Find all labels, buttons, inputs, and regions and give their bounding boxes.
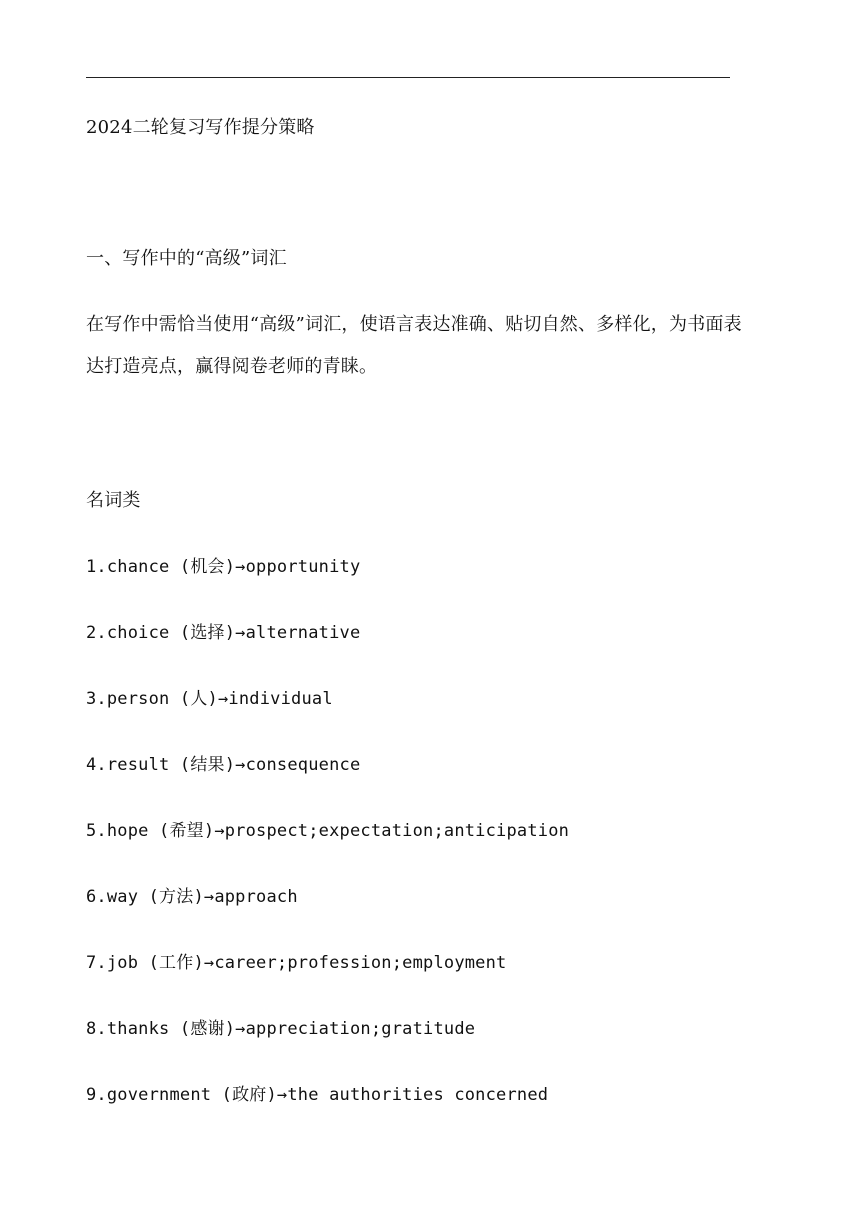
category-label: 名词类 [86, 490, 141, 511]
intro-paragraph: 在写作中需恰当使用“高级”词汇，使语言表达准确、贴切自然、多样化，为书面表达打造亮点，赢得阅卷老师的青睐。 [86, 314, 742, 377]
vocab-item: 6.way (方法)→approach [86, 887, 298, 907]
vocab-item: 5.hope (希望)→prospect;expectation;anticipation [86, 821, 570, 841]
section-heading: 一、写作中的“高级”词汇 [86, 248, 287, 269]
vocab-item: 9.government (政府)→the authorities concerned [86, 1085, 549, 1105]
header-rule [86, 77, 730, 78]
vocab-item: 4.result (结果)→consequence [86, 755, 361, 775]
vocab-item: 7.job (工作)→career;profession;employment [86, 953, 507, 973]
vocab-item: 2.choice (选择)→alternative [86, 623, 361, 643]
document-title: 2024二轮复习写作提分策略 [86, 117, 315, 138]
vocab-item: 8.thanks (感谢)→appreciation;gratitude [86, 1019, 476, 1039]
vocab-item: 1.chance (机会)→opportunity [86, 557, 361, 577]
vocab-item: 3.person (人)→individual [86, 689, 333, 709]
